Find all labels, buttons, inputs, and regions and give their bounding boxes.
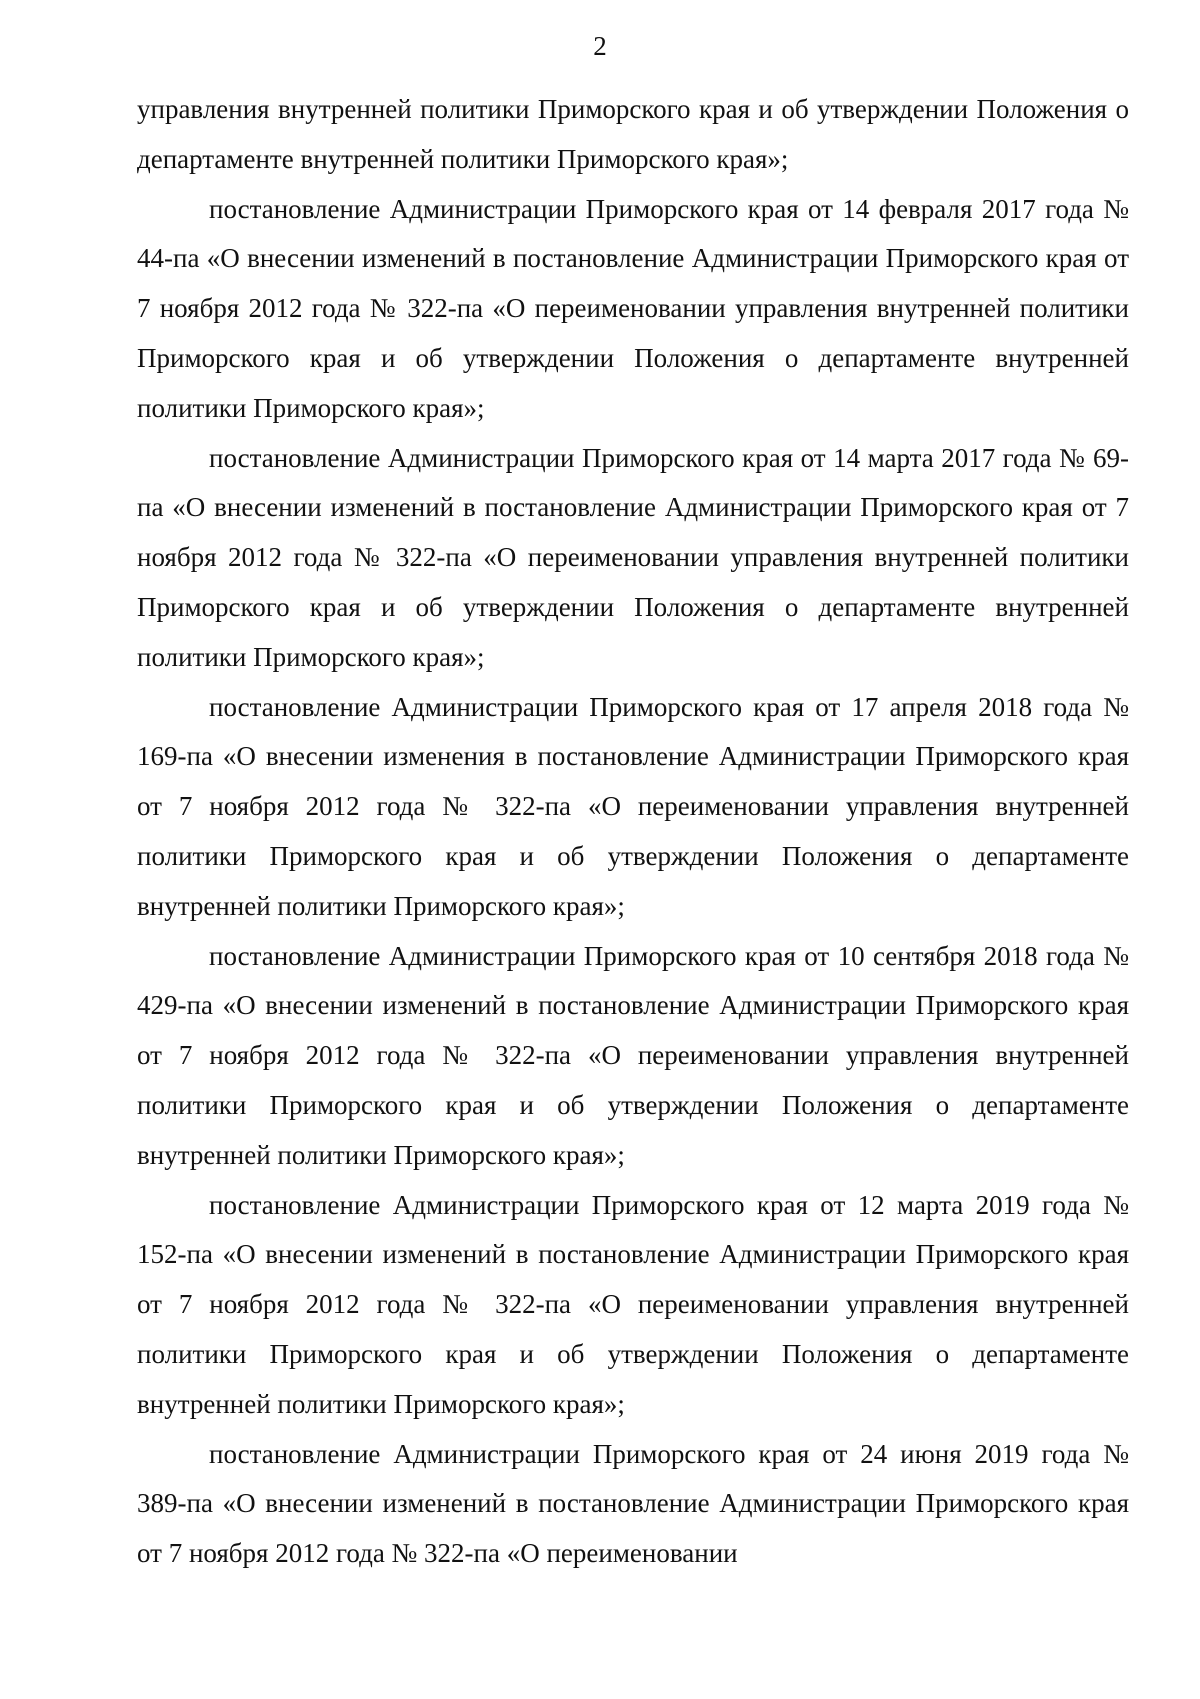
paragraph-resolution-44pa: постановление Администрации Приморского края от 14 февраля 2017 года № 44-па «О внесении изменений в постановление Администрации Приморского края от 7 ноября 2012 года № 322-па «О переименовании управления внутренней политики Приморского края и об утверждении Положения о департаменте внутренней политики Приморского края»; (137, 193, 1129, 423)
paragraph-continuation: управления внутренней политики Приморского края и об утверждении Положения о департаменте внутренней политики Приморского края»; (137, 94, 1129, 174)
paragraph-resolution-389pa: постановление Администрации Приморского края от 24 июня 2019 года № 389-па «О внесении изменений в постановление Администрации Приморского края от 7 ноября 2012 года № 322-па «О переименовании (137, 1438, 1129, 1569)
paragraph-resolution-429pa: постановление Администрации Приморского края от 10 сентября 2018 года № 429-па «О внесении изменений в постановление Администрации Приморского края от 7 ноября 2012 года № 322-па «О переименовании управления внутренней политики Приморского края и об утверждении Положения о департаменте внутренней политики Приморского края»; (137, 940, 1129, 1170)
paragraph-resolution-69pa: постановление Администрации Приморского края от 14 марта 2017 года № 69-па «О внесении изменений в постановление Администрации Приморского края от 7 ноября 2012 года № 322-па «О переименовании управления внутренней политики Приморского края и об утверждении Положения о департаменте внутренней политики Приморского края»; (137, 442, 1129, 672)
page-number: 2 (593, 31, 607, 61)
paragraph-resolution-152pa: постановление Администрации Приморского края от 12 марта 2019 года № 152-па «О внесении изменений в постановление Администрации Приморского края от 7 ноября 2012 года № 322-па «О переименовании управления внутренней политики Приморского края и об утверждении Положения о департаменте внутренней политики Приморского края»; (137, 1189, 1129, 1419)
document-body (137, 85, 1129, 1579)
paragraph-resolution-169pa: постановление Администрации Приморского края от 17 апреля 2018 года № 169-па «О внесении изменения в постановление Администрации Приморского края от 7 ноября 2012 года № 322-па «О переименовании управления внутренней политики Приморского края и об утверждении Положения о департаменте внутренней политики Приморского края»; (137, 691, 1129, 921)
